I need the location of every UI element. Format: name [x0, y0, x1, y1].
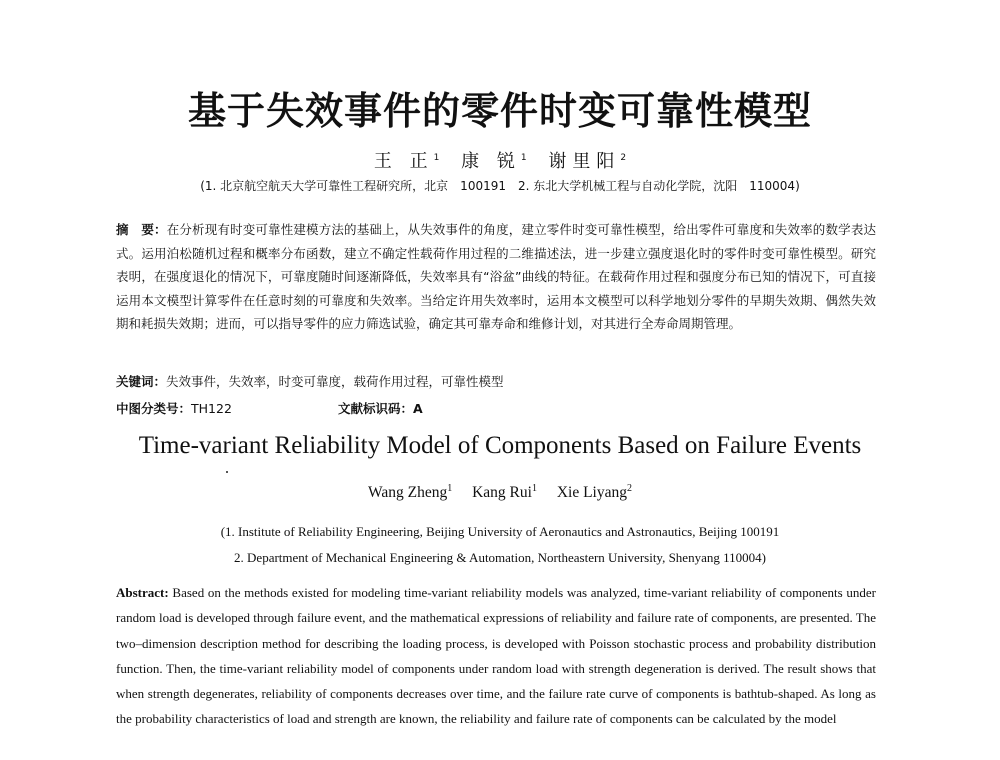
abstract-en-text: Based on the methods existed for modeling time-variant reliability models was analyzed, time-variant reliability of components under random load is developed through failure event, and the mathematical expressions of reliability and failure rate of components, are presented. The two–dimension description method for describing the loading process, is developed with Poisson stochastic process and probability distribution function. Then, the time-variant reliability model of components under random load with strength degeneration is derived. The result shows that when strength degenerates, reliability of components decreases over time, and the failure rate curve of components is bathtub-shaped. As long as the probability characteristics of load and strength are known, the reliability and failure rate of components can be calculated by the model [116, 585, 877, 727]
author-cn-1: 王 正$^1$ [373, 151, 440, 172]
title-english: Time-variant Reliability Model of Components Based on Failure Events [138, 432, 862, 459]
author-cn-3: 谢里阳$^2$ [548, 151, 627, 172]
author-cn-2: 康 锐$^1$ [461, 151, 527, 172]
affiliation-english-2: 2. Department of Mechanical Engineering & Automation, Northeastern University, Shenyang 110004) [234, 550, 766, 565]
affiliations-chinese: (1. 北京航空航天大学可靠性工程研究所，北京 100191 2. 东北大学机械工程与自动化学院，沈阳 110004) [200, 179, 800, 193]
author-en-1: Wang Zheng$^1$ [367, 483, 453, 502]
abstract-chinese [116, 218, 876, 336]
author-en-2: Kang Rui$^1$ [472, 483, 537, 502]
classification: 中图分类号：TH122 [116, 401, 232, 416]
speck [226, 471, 228, 473]
author-en-3: Xie Liyang$^2$ [556, 483, 632, 502]
keywords-cn-label: 关键词： [116, 374, 167, 389]
classification-line [116, 399, 876, 417]
keywords-cn-text: 失效事件，失效率，时变可靠度，载荷作用过程，可靠性模型 [166, 374, 504, 389]
keywords-chinese [116, 372, 876, 390]
abstract-cn-label: 摘 要： [116, 222, 167, 237]
document-code: 文献标识码：A [338, 401, 423, 416]
abstract-en-label: Abstract: [116, 585, 169, 600]
authors-english [0, 483, 1000, 502]
abstract-english [116, 580, 876, 732]
authors-chinese [0, 147, 1000, 173]
title-chinese: 基于失效事件的零件时变可靠性模型 [187, 89, 812, 133]
abstract-cn-text: 在分析现有时变可靠性建模方法的基础上，从失效事件的角度，建立零件时变可靠性模型，给出零件可靠度和失效率的数学表达式。运用泊松随机过程和概率分布函数，建立不确定性载荷作用过程的二维描述法，进一步建立强度退化时的零件时变可靠性模型。研究表明，在强度退化的情况下，可靠度随时间逐渐降低，失效率具有“浴盆”曲线的特征。在载荷作用过程和强度分布已知的情况下，可直接运用本文模型计算零件在任意时刻的可靠度和失效率。当给定许用失效率时，运用本文模型可以科学地划分零件的早期失效期、偶然失效期和耗损失效期；进而，可以指导零件的应力筛选试验，确定其可靠寿命和维修计划，对其进行全寿命周期管理。 [116, 222, 876, 331]
affiliation-english-1: (1. Institute of Reliability Engineering, Beijing University of Aeronautics and Astronautics, Beijing 100191 [220, 524, 780, 539]
